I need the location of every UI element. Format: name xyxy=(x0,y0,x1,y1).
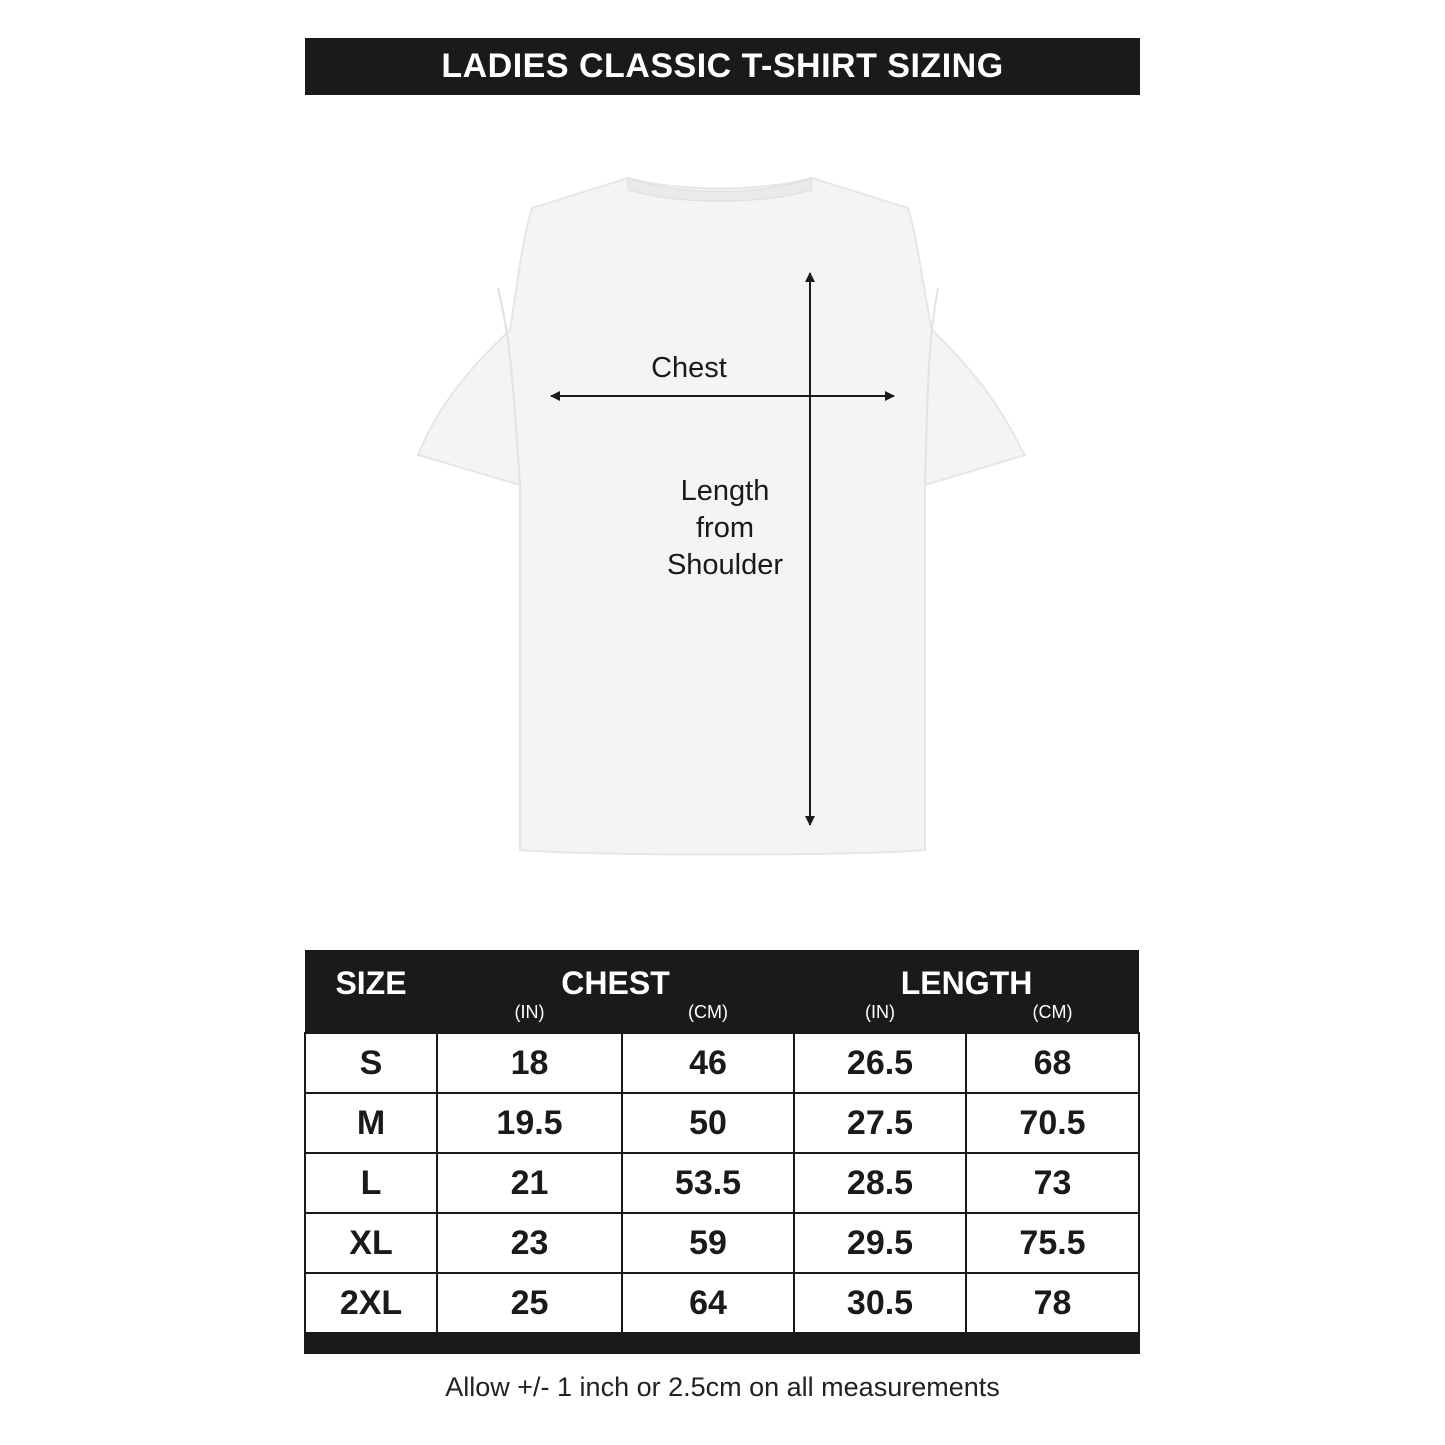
unit-label: (CM) xyxy=(622,1002,794,1033)
table-row xyxy=(305,1033,1139,1093)
table-footer-bar xyxy=(305,1333,1139,1353)
table-row xyxy=(305,1213,1139,1273)
chest-label: Chest xyxy=(651,352,727,384)
table-cell: L xyxy=(305,1153,437,1213)
table-row xyxy=(305,1273,1139,1333)
header-length: LENGTH xyxy=(794,950,1139,1002)
table-cell: 75.5 xyxy=(966,1213,1139,1273)
table-cell: 46 xyxy=(622,1033,794,1093)
table-cell: 27.5 xyxy=(794,1093,966,1153)
measurement-note: Allow +/- 1 inch or 2.5cm on all measurements xyxy=(445,1372,1000,1402)
length-label-line: Shoulder xyxy=(666,549,784,581)
length-label-line: from xyxy=(696,512,754,544)
table-cell: S xyxy=(305,1033,437,1093)
unit-label: (CM) xyxy=(966,1002,1139,1033)
table-cell: 29.5 xyxy=(794,1213,966,1273)
length-label xyxy=(640,473,810,584)
size-chart-table xyxy=(304,950,1140,1354)
table-cell: 68 xyxy=(966,1033,1139,1093)
table-cell: 19.5 xyxy=(437,1093,622,1153)
unit-label: (IN) xyxy=(437,1002,622,1033)
table-units-row xyxy=(305,1002,1139,1033)
length-label-line: Length xyxy=(680,475,770,507)
table-cell: XL xyxy=(305,1213,437,1273)
table-cell: 70.5 xyxy=(966,1093,1139,1153)
table-cell: 73 xyxy=(966,1153,1139,1213)
table-row xyxy=(305,1153,1139,1213)
table-cell: 59 xyxy=(622,1213,794,1273)
table-cell: 28.5 xyxy=(794,1153,966,1213)
header-size: SIZE xyxy=(305,950,437,1002)
table-header-row xyxy=(305,950,1139,1002)
table-cell: 50 xyxy=(622,1093,794,1153)
header-chest: CHEST xyxy=(437,950,794,1002)
table-row xyxy=(305,1093,1139,1153)
table-cell: M xyxy=(305,1093,437,1153)
table-cell: 53.5 xyxy=(622,1153,794,1213)
table-cell: 30.5 xyxy=(794,1273,966,1333)
table-cell: 64 xyxy=(622,1273,794,1333)
unit-spacer xyxy=(305,1002,437,1033)
unit-label: (IN) xyxy=(794,1002,966,1033)
table-cell: 2XL xyxy=(305,1273,437,1333)
footer-bar-cell xyxy=(305,1333,1139,1353)
table-cell: 26.5 xyxy=(794,1033,966,1093)
table-cell: 78 xyxy=(966,1273,1139,1333)
page-title: LADIES CLASSIC T-SHIRT SIZING xyxy=(305,38,1140,95)
table-cell: 18 xyxy=(437,1033,622,1093)
table-cell: 21 xyxy=(437,1153,622,1213)
table-cell: 23 xyxy=(437,1213,622,1273)
table-cell: 25 xyxy=(437,1273,622,1333)
